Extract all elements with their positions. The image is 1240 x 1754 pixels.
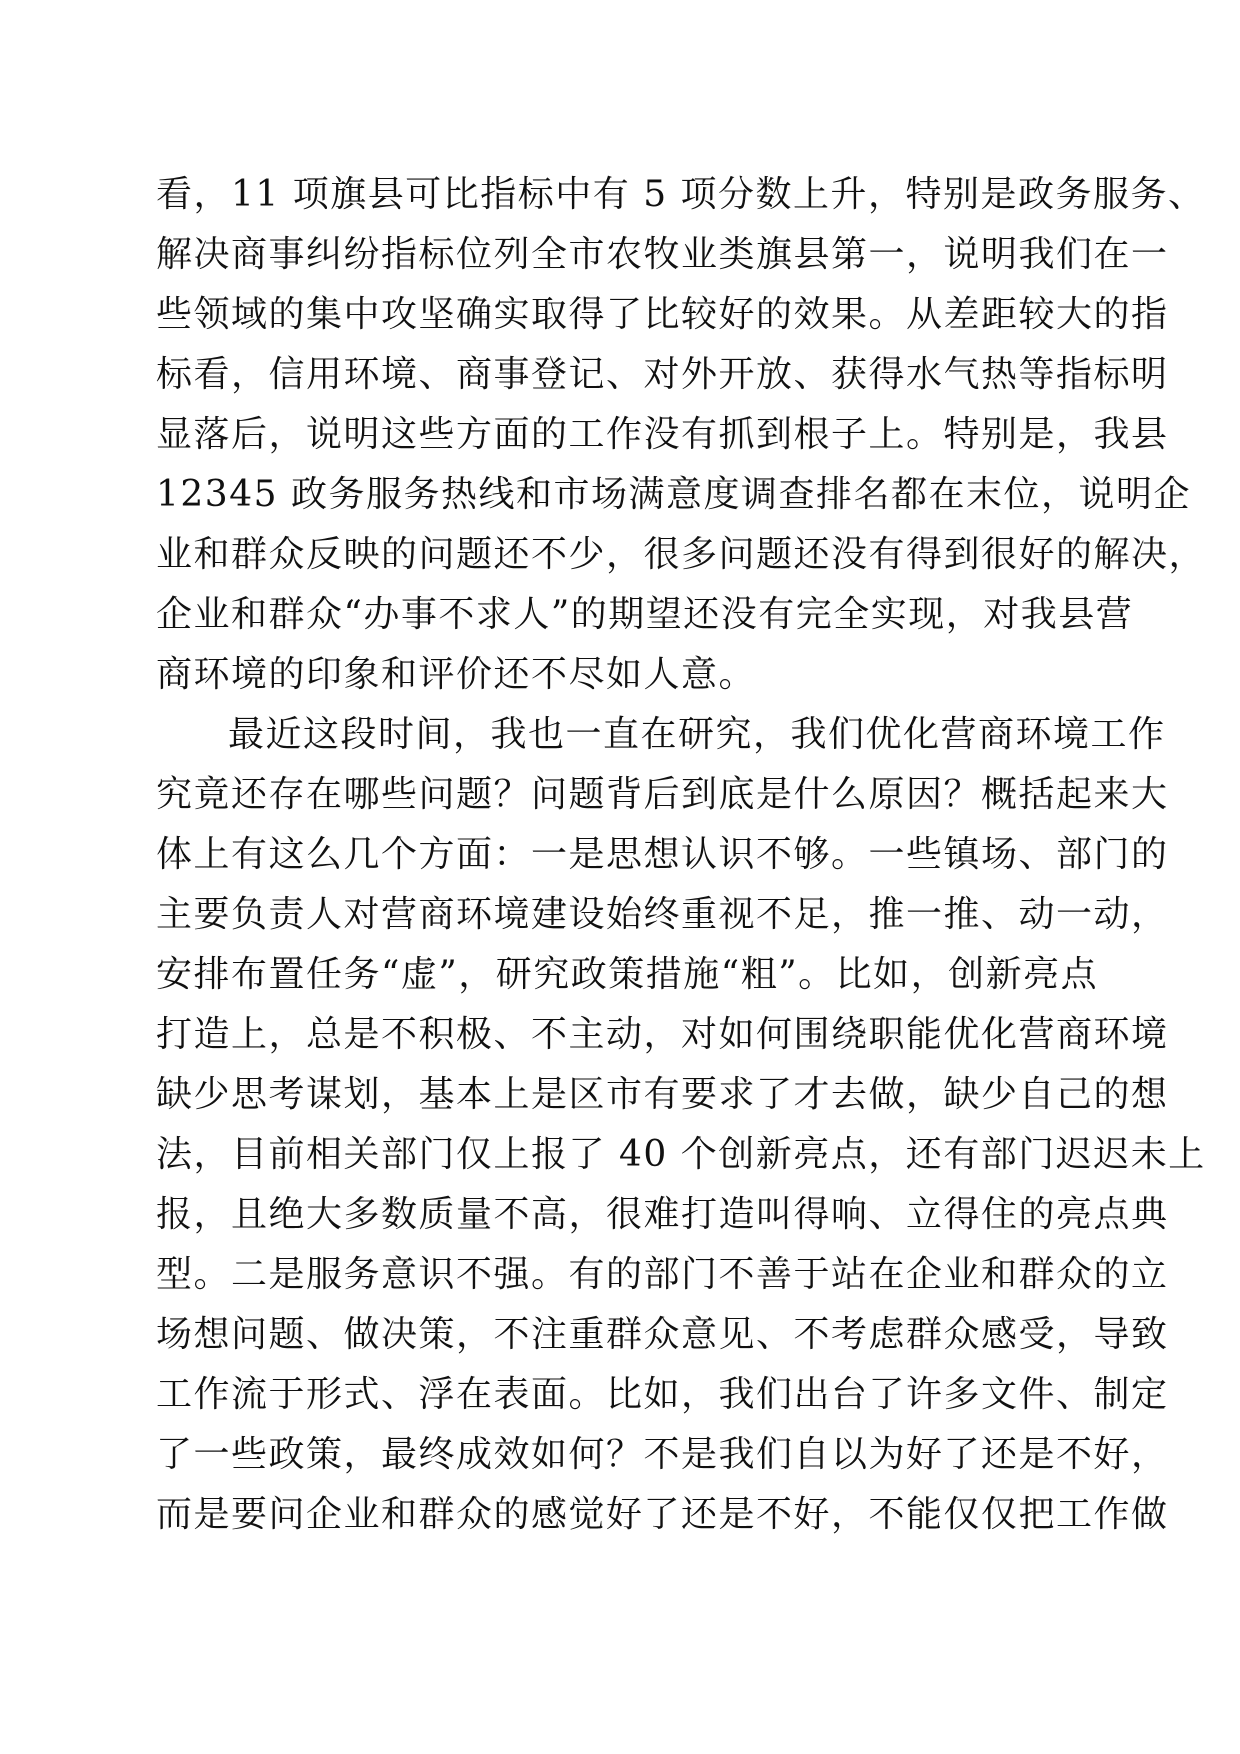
text-line: 标看，信用环境、商事登记、对外开放、获得水气热等指标明 <box>156 354 1169 395</box>
text-line: 体上有这么几个方面：一是思想认识不够。一些镇场、部门的 <box>156 834 1169 875</box>
text-line: 场想问题、做决策，不注重群众意见、不考虑群众感受，导致 <box>156 1314 1169 1355</box>
text-line: 安排布置任务“虚”，研究政策措施“粗”。比如，创新亮点 <box>156 954 1099 995</box>
text-line: 些领域的集中攻坚确实取得了比较好的效果。从差距较大的指 <box>156 294 1169 335</box>
text-line: 解决商事纠纷指标位列全市农牧业类旗县第一，说明我们在一 <box>156 234 1169 275</box>
text-line: 法，目前相关部门仅上报了 40 个创新亮点，还有部门迟迟未上 <box>156 1134 1206 1175</box>
text-line: 而是要问企业和群众的感觉好了还是不好，不能仅仅把工作做 <box>156 1494 1169 1535</box>
text-line: 企业和群众“办事不求人”的期望还没有完全实现，对我县营 <box>156 594 1134 635</box>
text-line: 了一些政策，最终成效如何？不是我们自以为好了还是不好， <box>156 1434 1169 1475</box>
text-line: 业和群众反映的问题还不少，很多问题还没有得到很好的解决， <box>156 534 1207 575</box>
text-line: 12345 政务服务热线和市场满意度调查排名都在末位，说明企 <box>156 474 1191 515</box>
text-line: 型。二是服务意识不强。有的部门不善于站在企业和群众的立 <box>156 1254 1169 1295</box>
text-line: 究竟还存在哪些问题？问题背后到底是什么原因？概括起来大 <box>156 774 1169 815</box>
text-line: 显落后，说明这些方面的工作没有抓到根子上。特别是，我县 <box>156 414 1169 455</box>
body-text <box>156 165 1207 1545</box>
text-line: 看，11 项旗县可比指标中有 5 项分数上升，特别是政务服务、 <box>156 174 1206 215</box>
text-line: 缺少思考谋划，基本上是区市有要求了才去做，缺少自己的想 <box>156 1074 1169 1115</box>
text-line: 打造上，总是不积极、不主动，对如何围绕职能优化营商环境 <box>156 1014 1169 1055</box>
text-line: 主要负责人对营商环境建设始终重视不足，推一推、动一动， <box>156 894 1169 935</box>
text-line: 报，且绝大多数质量不高，很难打造叫得响、立得住的亮点典 <box>156 1194 1169 1235</box>
text-line: 商环境的印象和评价还不尽如人意。 <box>156 654 757 695</box>
text-line: 工作流于形式、浮在表面。比如，我们出台了许多文件、制定 <box>156 1374 1169 1415</box>
paragraph-first-line: 最近这段时间，我也一直在研究，我们优化营商环境工作 <box>228 714 1166 755</box>
